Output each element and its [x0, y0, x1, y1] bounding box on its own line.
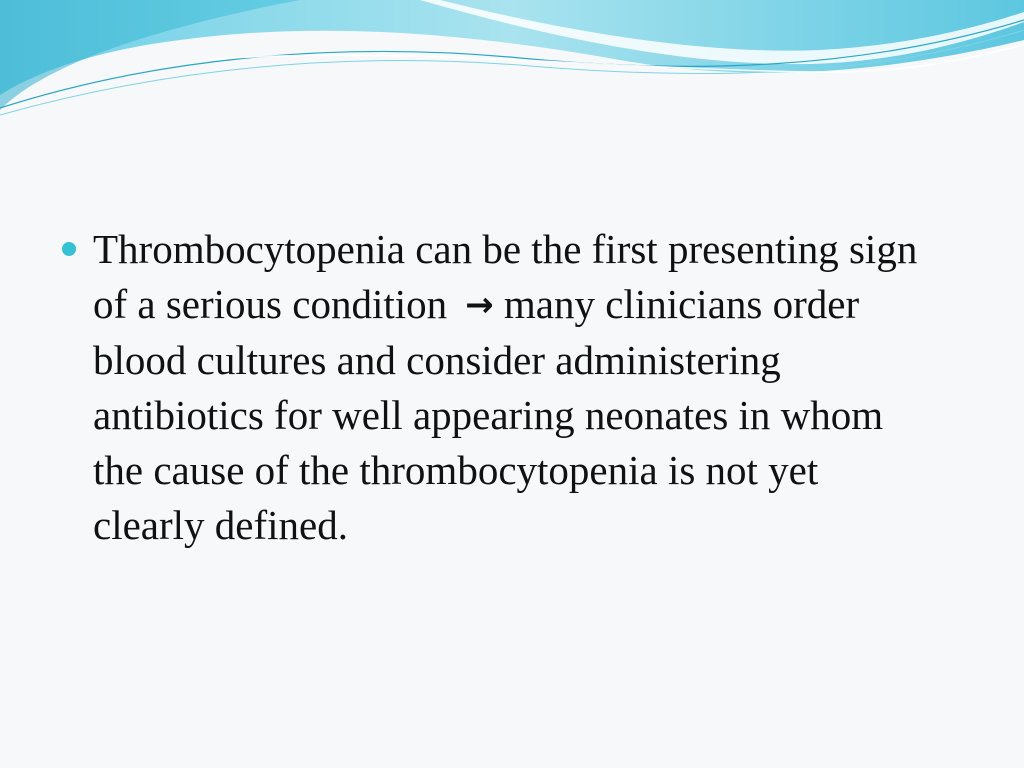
header-wave-decoration: [0, 0, 1024, 130]
list-item: [62, 222, 962, 553]
bullet-dot-icon: [62, 242, 76, 256]
bullet-list: [62, 222, 962, 553]
bullet-text: [93, 222, 923, 553]
bullet-text-part1: Thrombocytopenia can be the first presenting sign of a serious condition: [93, 226, 918, 327]
bullet-text-part2: many clinicians order blood cultures and consider administering antibiotics for well appearing neonates in whom the cause of the thrombocytopenia is not yet clearly defined.: [93, 281, 884, 548]
right-arrow-icon: →: [465, 285, 494, 325]
